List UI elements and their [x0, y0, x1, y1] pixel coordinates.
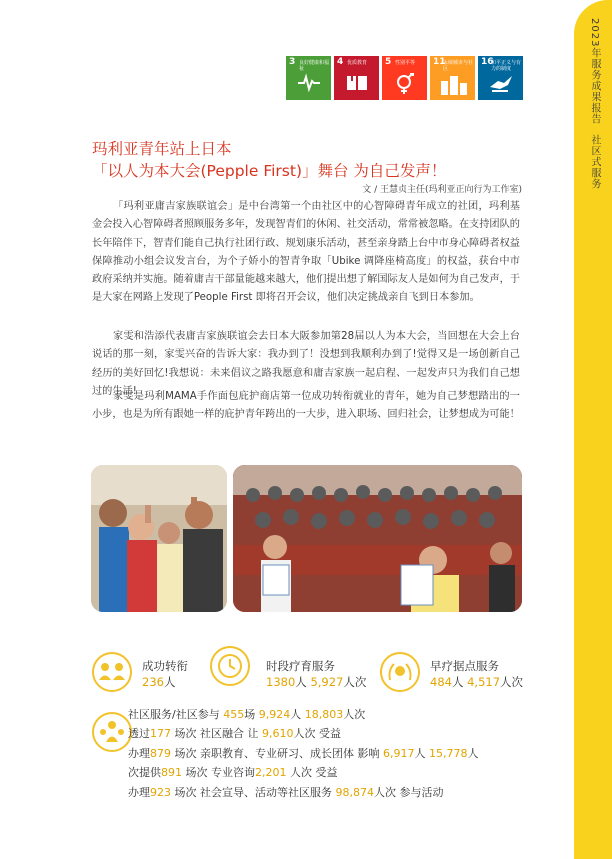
sdg-number: 4 [337, 57, 344, 67]
title-line-2: 「以人为本大会(Pepple First)」舞台 为自己发声！ [92, 162, 447, 180]
sdg-label: 和平正义与有力的制度 [491, 60, 522, 72]
community-services [128, 705, 528, 802]
community-line-1: 社区服务/社区参与 455场 9,924人 18,803人次 [128, 708, 366, 721]
daycare-value: 1380人 5,927人次 [266, 675, 367, 689]
clock-icon [210, 646, 250, 686]
community-line-2: 透过177 场次 社区融合 让 9,610人次 受益 [128, 727, 341, 741]
community-line-4: 次提供891 场次 专业咨询2,201 人次 受益 [128, 766, 338, 780]
sdg-label: 良好健康和福祉 [299, 60, 330, 72]
community-line-3: 办理879 场次 亲职教育、专业研习、成长团体 影响 6,917人 15,778人 [128, 746, 479, 760]
photo-illustration [233, 465, 522, 612]
audience-photo [233, 465, 522, 612]
side-heading [582, 18, 606, 189]
sdg-label: 优质教育 [347, 60, 368, 66]
daycare-label: 时段疗育服务 [266, 659, 335, 673]
sdg-badge-11 [430, 56, 475, 100]
sdg-number: 3 [289, 57, 296, 67]
gender-icon [392, 73, 418, 95]
transfer-people-icon [92, 652, 132, 692]
side-report: 年服务成果报告 [589, 47, 600, 125]
group-selfie-photo [91, 465, 227, 612]
sdg-number: 16 [481, 57, 494, 67]
community-group-icon [92, 712, 132, 752]
sdg-badge-3 [286, 56, 331, 100]
city-icon [440, 73, 468, 95]
sdg-badge-16 [478, 56, 523, 100]
early-label: 早疗据点服务 [430, 659, 499, 673]
hands-icon [380, 652, 420, 692]
book-icon [344, 73, 370, 93]
sdg-badge-4 [334, 56, 379, 100]
sdg-label: 性别平等 [395, 60, 416, 66]
transfer-value: 236人 [142, 675, 176, 689]
hands-glyph [382, 654, 418, 690]
paragraph-3: 家雯是玛利MAMA手作面包庇护商店第一位成功转衔就业的青年，她为自己梦想踏出的一小步，也是为所有跟她一样的庇护青年跨出的一大步，进入职场、回归社会，让梦想成为可能！ [92, 391, 520, 421]
sdg-number: 5 [385, 57, 392, 67]
group-glyph [94, 714, 130, 750]
author-credit: 文 / 王慧贞主任(玛利亚正向行为工作室) [362, 185, 522, 195]
paragraph-1: 「玛利亚庸吉家族联谊会」是中台湾第一个由社区中的心智障碍青年成立的社团，玛利基金会投入心智障碍者照顾服务多年，发现智青们的休闲、社交活动，常常被忽略。在支持团队的长年陪伴下，智青们能自己执行社团行政、规划康乐活动，甚至亲身踏上台中市身心障碍者权益保障推动小组会议发言台，为个子娇小的智青争取「Ubike 调降座椅高度」的权益，获台中市政府采纳并实施。随着庸吉干部量能越来越大，他们提出想了解国际友人是如何为自己发声，于是大家在网路上发现了People First 即将召开会议，他们决定挑战亲自飞到日本参加。 [92, 201, 520, 304]
dove-icon [488, 73, 514, 95]
sdg-badge-5 [382, 56, 427, 100]
side-year: 2023 [589, 18, 600, 48]
transfer-label: 成功转衔 [142, 659, 188, 673]
side-section: 社区式服务 [589, 134, 600, 190]
clock-glyph [212, 648, 248, 684]
sdg-label: 永续城市与社区 [443, 60, 474, 72]
photo-illustration [91, 465, 227, 612]
early-value: 484人 4,517人次 [430, 675, 524, 689]
sdg-badges [286, 56, 523, 100]
paragraph-2: 家雯和浩添代表庸吉家族联谊会去日本大阪参加第28届以人为本大会，当回想在大会上台说话的那一刻，家雯兴奋的告诉大家：我办到了！没想到我顺利办到了!觉得又是一场创新自己经历的美好回忆!我想说：未来倡议之路我愿意和庸吉家族一起启程、一起发声只为我们自己想过的生活! [92, 331, 520, 397]
sdg-number: 11 [433, 57, 446, 67]
community-line-5: 办理923 场次 社会宣导、活动等社区服务 98,874人次 参与活动 [128, 785, 444, 799]
article-title [92, 138, 446, 182]
people-glyph [94, 654, 130, 690]
heartbeat-icon [296, 73, 322, 93]
title-line-1: 玛利亚青年站上日本 [92, 140, 232, 158]
